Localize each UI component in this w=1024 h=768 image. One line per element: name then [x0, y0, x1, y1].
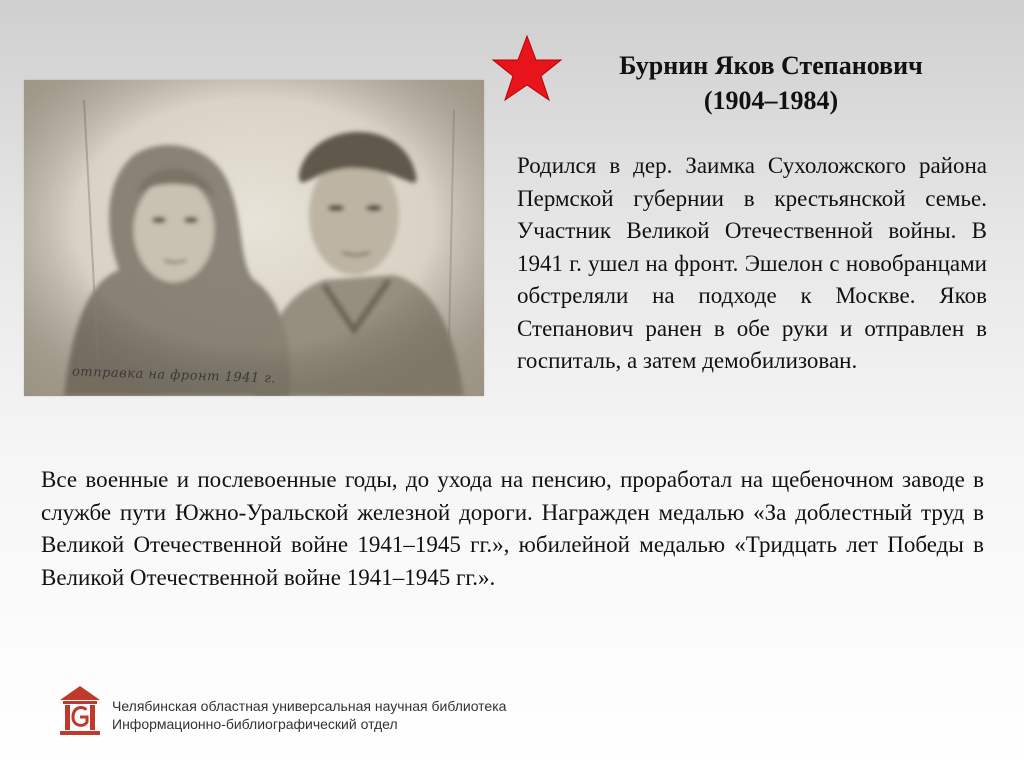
photo-figures — [24, 80, 484, 396]
footer-line-1: Челябинская областная универсальная научная библиотека — [112, 698, 507, 714]
library-logo-icon — [56, 684, 104, 738]
archival-photo — [24, 80, 484, 396]
red-star-icon — [491, 34, 563, 102]
photo-vignette — [24, 80, 484, 396]
biography-paragraph-1: Родился в дер. Заимка Сухоложского района Пермской губернии в крестьянской семье. Участник Великой Отечественной войны. В 1941 г. ушел на фронт. Эшелон с новобранцами обстреляли на подходе к Москве. Яков Степанович ранен в обе руки и отправлен в госпиталь, а затем демобилизован. — [517, 153, 987, 373]
photo-handwritten-caption: отправка на фронт 1941 г. — [71, 364, 277, 387]
person-years: (1904–1984) — [703, 86, 839, 115]
footer-line-2: Информационно-библиографический отдел — [112, 716, 398, 732]
footer-organization — [112, 697, 506, 733]
person-name: Бурнин Яков Степанович — [619, 51, 923, 80]
person-heading — [568, 48, 974, 118]
biography-paragraph-2: Все военные и послевоенные годы, до ухода на пенсию, проработал на щебеночном заводе в службе пути Южно-Уральской железной дороги. Награжден медалью «За доблестный труд в Великой Отечественной войне 1941–1945 гг.», юбилейной медалью «Тридцать лет Победы в Великой Отечественной войне 1941–1945 гг.». — [41, 467, 984, 590]
